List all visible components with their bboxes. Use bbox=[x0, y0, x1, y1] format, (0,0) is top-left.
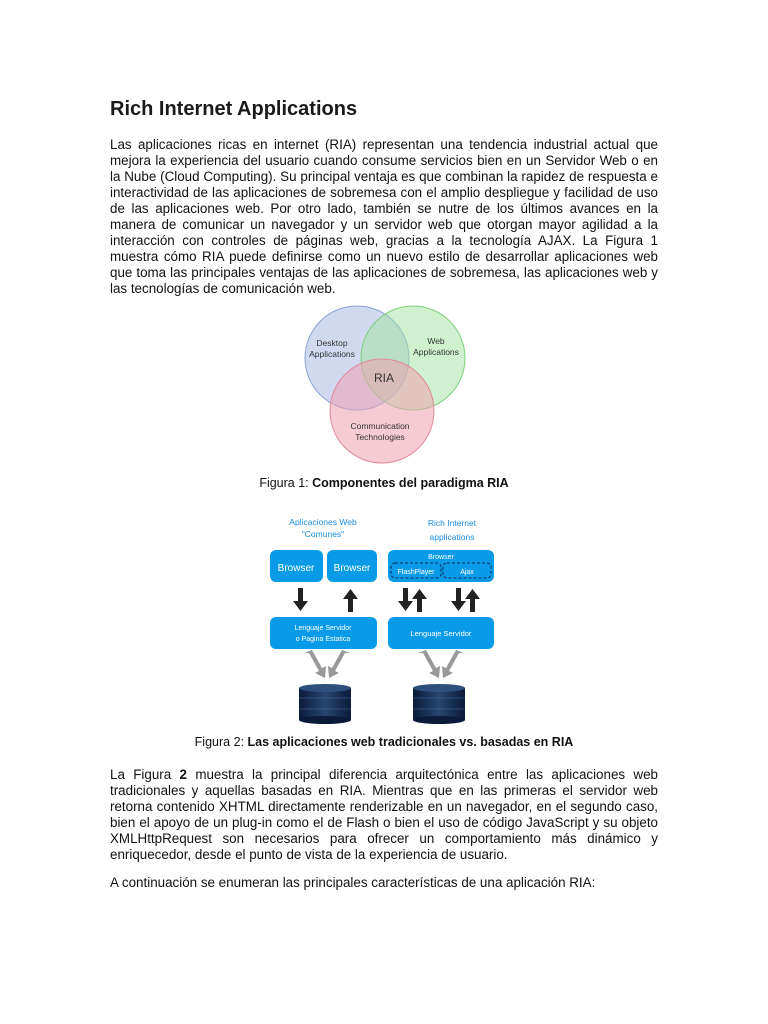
desktop-label-2: Applications bbox=[309, 349, 355, 359]
left-db-arrows bbox=[304, 650, 350, 678]
right-database-icon bbox=[413, 684, 465, 724]
ria-label: RIA bbox=[373, 371, 395, 385]
web-label-2: Applications bbox=[413, 347, 459, 357]
figure-2-caption-title: Las aplicaciones web tradicionales vs. basadas en RIA bbox=[247, 735, 574, 749]
figure-1-venn-diagram bbox=[300, 305, 470, 465]
right-server-label: Lenguaje Servidor bbox=[410, 629, 472, 638]
left-title-2: "Comunes" bbox=[301, 529, 345, 539]
left-server-label-2: o Pagina Estatica bbox=[295, 636, 351, 643]
figure-2-caption bbox=[110, 735, 658, 749]
figure-1-caption bbox=[110, 476, 658, 490]
left-request-arrows bbox=[293, 588, 358, 612]
left-server-label-1: Lenguaje Servidor bbox=[294, 625, 352, 632]
left-database-icon bbox=[299, 684, 351, 724]
desktop-label-1: Desktop bbox=[316, 338, 348, 348]
web-label-1: Web bbox=[427, 336, 445, 346]
left-browser-label-1: Browser bbox=[277, 563, 315, 574]
page-title: Rich Internet Applications bbox=[110, 98, 358, 120]
left-server-box bbox=[270, 617, 377, 649]
paragraph-2-figure-number: 2 bbox=[179, 767, 187, 782]
architecture-paragraph bbox=[110, 767, 658, 863]
intro-paragraph: Las aplicaciones ricas en internet (RIA) representan una tendencia industrial actual que mejora la experiencia del usuario cuando consume servicios bien en un Servidor Web o en la Nube (Cloud Computing). Su principal ventaja es que combinan la rapidez de respuesta e interactividad de las aplicaciones de sobremesa con el amplio despliegue y facilidad de uso de las aplicaciones web. Por otro lado, también se nutre de los últimos avances en la manera de comunicar un navegador y un servidor web que otorgan mayor agilidad a la interacción con controles de páginas web, gracias a la tecnología AJAX. La Figura 1 muestra cómo RIA puede definirse como un nuevo estilo de desarrollar aplicaciones web que toma las principales ventajas de las aplicaciones de sobremesa, las aplicaciones web y las tecnologías de comunicación web. bbox=[110, 137, 658, 296]
right-title-1: Rich Internet bbox=[427, 518, 477, 528]
comm-label-1: Communication bbox=[350, 421, 410, 431]
ajax-label: Ajax bbox=[460, 569, 474, 576]
left-browser-label-2: Browser bbox=[333, 563, 371, 574]
comm-label-2: Technologies bbox=[355, 432, 405, 442]
flashplayer-label: FlashPlayer bbox=[397, 569, 435, 576]
paragraph-2-prefix: La Figura bbox=[110, 767, 180, 782]
right-title-2: applications bbox=[429, 532, 475, 542]
paragraph-2-body: muestra la principal diferencia arquitectónica entre las aplicaciones web tradicionales y aquellas basadas en RIA. Mientras que en las primeras el servidor web retorna contenido XHTML directamente renderizable en un navegador, en el segundo caso, bien el apoyo de un plug-in como el de Flash o bien el uso de código JavaScript y su objeto XMLHttpRequest son necesarios para ofrecer un comportamiento más dinámico y enriquecedor, desde el punto de vista de la experiencia de usuario. bbox=[110, 767, 658, 862]
right-browser-label: Browser bbox=[428, 554, 454, 561]
figure-1-caption-title: Componentes del paradigma RIA bbox=[312, 476, 509, 490]
characteristics-intro: A continuación se enumeran las principales características de una aplicación RIA: bbox=[110, 875, 596, 890]
left-title-1: Aplicaciones Web bbox=[289, 517, 357, 527]
figure-1-caption-prefix: Figura 1: bbox=[259, 476, 313, 490]
figure-2-caption-prefix: Figura 2: bbox=[194, 735, 248, 749]
right-db-arrows bbox=[418, 650, 464, 678]
right-request-arrows bbox=[398, 588, 480, 612]
figure-2-architecture-diagram bbox=[270, 512, 506, 724]
